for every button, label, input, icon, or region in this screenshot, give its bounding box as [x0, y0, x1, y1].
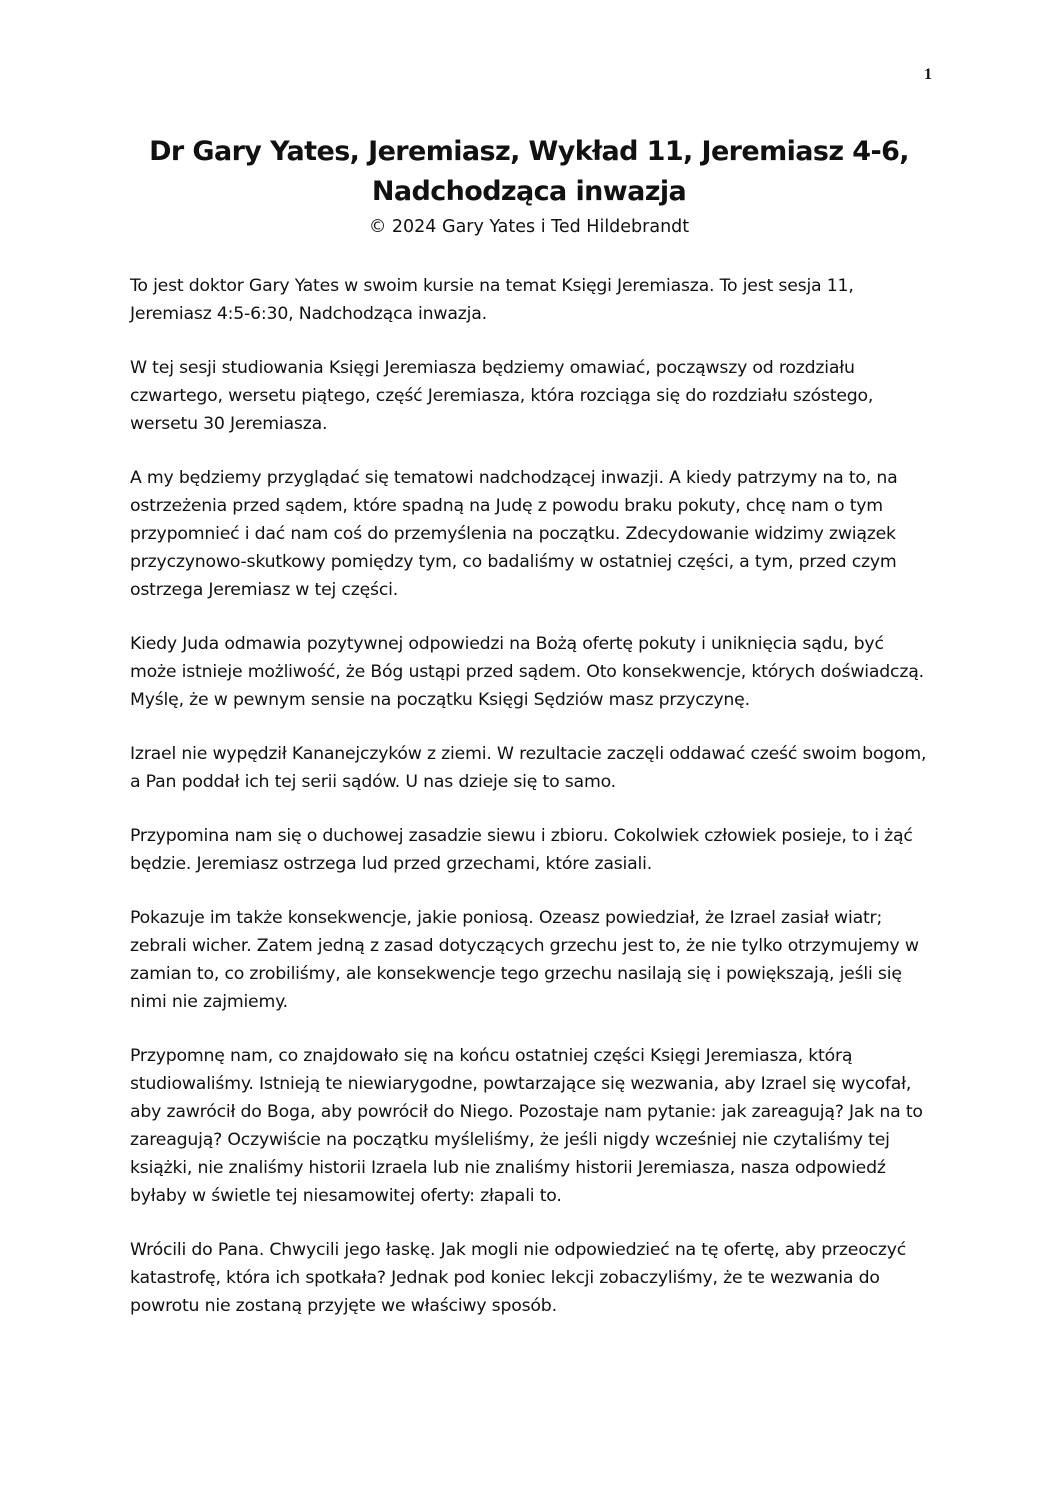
paragraph: Przypomnę nam, co znajdowało się na końcu ostatniej części Księgi Jeremiasza, którą studiowaliśmy. Istnieją te niewiarygodne, powtarzające się wezwania, aby Izrael się wycofał, aby zawrócił do Boga, aby powrócił do Niego. Pozostaje nam pytanie: jak zareagują? Jak na to zareagują? Oczywiście na początku myśleliśmy, że jeśli nigdy wcześniej nie czytaliśmy tej książki, nie znaliśmy historii Izraela lub nie znaliśmy historii Jeremiasza, nasza odpowiedź byłaby w świetle tej niesamowitej oferty: złapali to.: [130, 1046, 923, 1206]
paragraph: To jest doktor Gary Yates w swoim kursie na temat Księgi Jeremiasza. To jest sesja 11, Jeremiasz 4:5-6:30, Nadchodząca inwazja.: [130, 276, 854, 324]
copyright-line: © 2024 Gary Yates i Ted Hildebrandt: [368, 217, 690, 237]
paragraph: Pokazuje im także konsekwencje, jakie poniosą. Ozeasz powiedział, że Izrael zasiał wiatr; zebrali wicher. Zatem jedną z zasad dotyczących grzechu jest to, że nie tylko otrzymujemy w zamian to, co zrobiliśmy, ale konsekwencje tego grzechu nasilają się i powiększają, jeśli się nimi nie zajmiemy.: [130, 908, 919, 1012]
paragraph: A my będziemy przyglądać się tematowi nadchodzącej inwazji. A kiedy patrzymy na to, na ostrzeżenia przed sądem, które spadną na Judę z powodu braku pokuty, chcę nam o tym przypomnieć i dać nam coś do przemyślenia na początku. Zdecydowanie widzimy związek przyczynowo-skutkowy pomiędzy tym, co badaliśmy w ostatniej części, a tym, przed czym ostrzega Jeremiasz w tej części.: [130, 468, 898, 600]
paragraph: Izrael nie wypędził Kananejczyków z ziemi. W rezultacie zaczęli oddawać cześć swoim bogom, a Pan poddał ich tej serii sądów. U nas dzieje się to samo.: [130, 744, 927, 792]
title-line-2: Nadchodząca inwazja: [371, 176, 687, 207]
paragraph: Przypomina nam się o duchowej zasadzie siewu i zbioru. Cokolwiek człowiek posieje, to i żąć będzie. Jeremiasz ostrzega lud przed grzechami, które zasiali.: [130, 826, 913, 874]
title-block: [96, 132, 962, 240]
page-number: 1: [924, 66, 932, 83]
document-body: [130, 272, 930, 1346]
document-title: [96, 132, 962, 212]
title-line-1: Dr Gary Yates, Jeremiasz, Wykład 11, Jeremiasz 4-6,: [149, 136, 909, 167]
paragraph: Wrócili do Pana. Chwycili jego łaskę. Jak mogli nie odpowiedzieć na tę ofertę, aby przeoczyć katastrofę, która ich spotkała? Jednak pod koniec lekcji zobaczyliśmy, że te wezwania do powrotu nie zostaną przyjęte we właściwy sposób.: [130, 1240, 907, 1316]
paragraph: W tej sesji studiowania Księgi Jeremiasza będziemy omawiać, począwszy od rozdziału czwartego, wersetu piątego, część Jeremiasza, która rozciąga się do rozdziału szóstego, wersetu 30 Jeremiasza.: [130, 358, 874, 434]
paragraph: Kiedy Juda odmawia pozytywnej odpowiedzi na Bożą ofertę pokuty i uniknięcia sądu, być może istnieje możliwość, że Bóg ustąpi przed sądem. Oto konsekwencje, których doświadczą. Myślę, że w pewnym sensie na początku Księgi Sędziów masz przyczynę.: [130, 634, 924, 710]
